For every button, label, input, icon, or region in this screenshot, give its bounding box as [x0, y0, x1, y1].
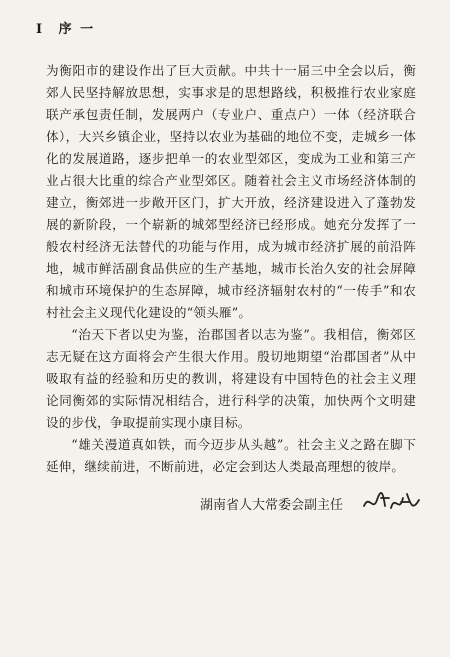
signature-block	[200, 488, 421, 518]
page-number: I	[36, 22, 45, 37]
paragraph: “雄关漫道真如铁，而今迈步从头越”。社会主义之路在脚下延伸，继续前进，不断前进，必定会到达人类最高理想的彼岸。	[46, 437, 416, 474]
paragraph: “治天下者以史为鉴，治郡国者以志为鉴”。我相信，衡郊区志无疑在这方面将会产生很大作用。殷切地期望“治郡国者”从中吸取有益的经验和历史的教训，将建设有中国特色的社会主义理论同衡郊的实际情况相结合，进行科学的决策，加快两个文明建设的步伐，争取提前实现小康目标。	[46, 327, 416, 430]
signatory-title: 湖南省人大常委会副主任	[200, 497, 344, 513]
paragraph: 为衡阳市的建设作出了巨大贡献。中共十一届三中全会以后，衡郊人民坚持解放思想，实事求是的思想路线，积极推行农业家庭联产承包责任制，发展两户（专业户、重点户）一体（经济联合体），大兴乡镇企业，坚持以农业为基础的地位不变，走城乡一体化的发展道路，逐步把单一的农业型郊区，变成为工业和第三产业占很大比重的综合产业型郊区。随着社会主义市场经济体制的建立，衡郊进一步敞开区门，扩大开放，经济建设进入了蓬勃发展的新阶段，一个崭新的城郊型经济已经形成。她充分发挥了一般农村经济无法替代的功能与作用，成为城市经济扩展的前沿阵地，城市鲜活副食品供应的生产基地，城市长治久安的社会屏障和城市环境保护的生态屏障，城市经济辐射农村的“一传手”和农村社会主义现代化建设的“领头雁”。	[46, 63, 416, 320]
preface-body	[46, 60, 416, 478]
section-label: 序 一	[58, 22, 96, 37]
page-header	[36, 18, 95, 37]
handwritten-signature	[361, 488, 421, 518]
